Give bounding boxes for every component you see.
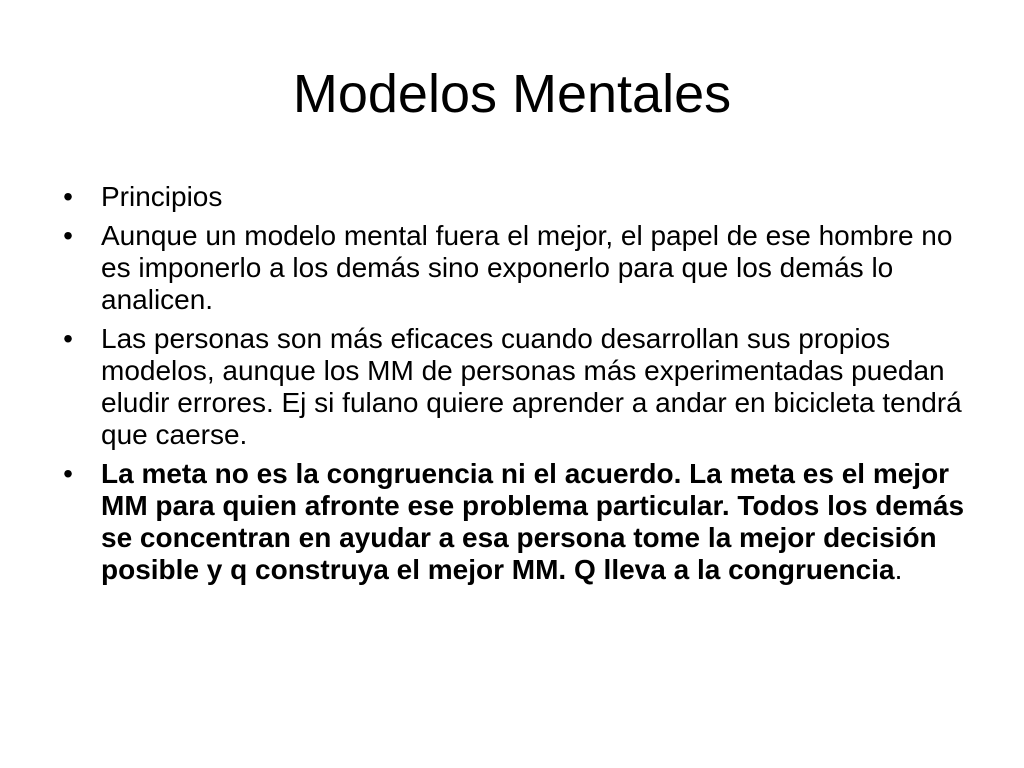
bullet-item [58,323,978,451]
bullet-item [58,458,978,586]
bullet-text-suffix: . [894,554,903,585]
bullet-marker: • [63,323,73,354]
bullet-text: Principios [101,181,223,212]
bullet-item [58,181,978,213]
bullet-item [58,220,978,316]
bullet-text: Aunque un modelo mental fuera el mejor, el papel de ese hombre no es imponerlo a los demás sino exponerlo para que los demás lo analicen. [101,220,953,315]
bullet-marker: • [63,458,73,489]
bullet-text-bold [101,458,978,586]
bullet-marker: • [63,220,73,251]
bullet-marker: • [63,181,73,212]
bullet-list [58,181,978,593]
bullet-text-bold-part: La meta no es la congruencia ni el acuerdo. La meta es el mejor MM para quien afronte ese problema particular. Todos los demás se concentran en ayudar a esa persona tome la mejor decisión posible y q construya el mejor MM. Q lleva a la congruencia [101,458,965,585]
bullet-text: Las personas son más eficaces cuando desarrollan sus propios modelos, aunque los MM de personas más experimentadas puedan eludir errores. Ej si fulano quiere aprender a andar en bicicleta tendrá que caerse. [101,323,962,450]
slide-title: Modelos Mentales [292,64,732,124]
